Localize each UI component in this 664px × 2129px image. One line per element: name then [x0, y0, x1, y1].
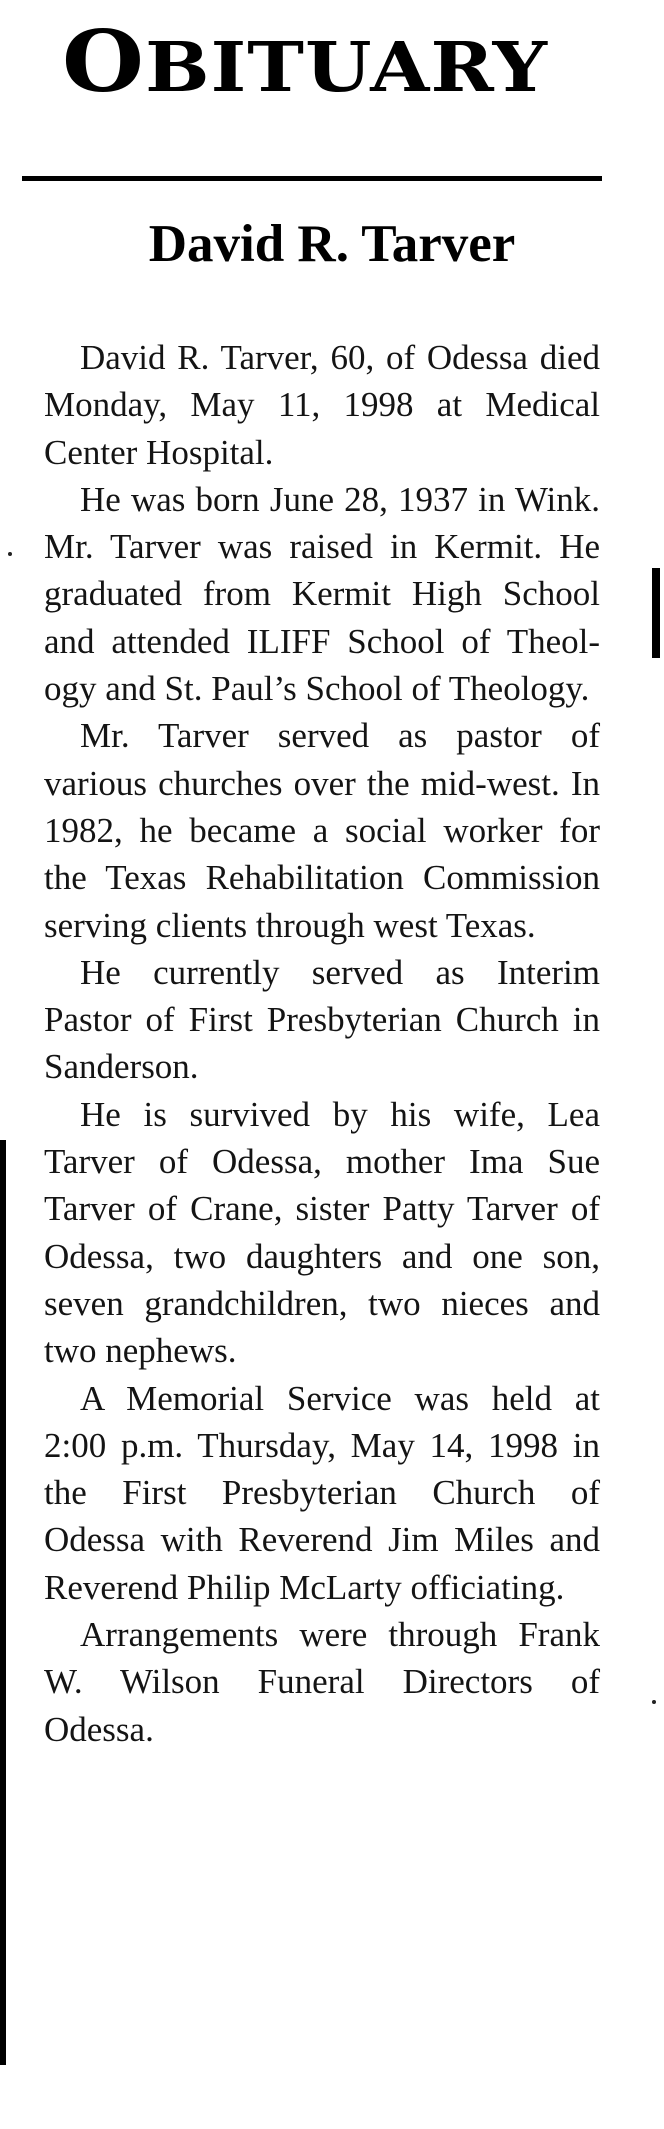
print-speck — [652, 1700, 656, 1704]
paragraph-survivors: He is survived by his wife, Lea Tarver of Odessa, mother Ima Sue Tarver of Crane, sister Patty Tarver of Odessa, two daughters and one son, seven grandchildren, two nieces and two nephews. — [44, 1094, 600, 1371]
paragraph-death-notice: David R. Tarver, 60, of Odessa died Monday, May 11, 1998 at Medical Center Hospital. — [44, 338, 600, 472]
masthead-initial: O — [62, 12, 146, 111]
obituary-headline: David R. Tarver — [148, 215, 516, 273]
paragraph-memorial-service: A Memorial Service was held at 2:00 p.m. Thursday, May 14, 1998 in the First Presbyterian Church of Odessa with Reverend Jim Miles and Reverend Philip McLarty officiating. — [44, 1378, 600, 1607]
obituary-body — [44, 334, 600, 1753]
paragraph-arrangements: Arrangements were through Frank W. Wilson Funeral Directors of Odessa. — [44, 1615, 600, 1749]
paragraph-career: Mr. Tarver served as pastor of various churches over the mid-west. In 1982, he became a social worker for the Texas Rehabilitation Commission serving clients through west Texas. — [44, 716, 600, 945]
left-column-border — [0, 1140, 6, 2065]
right-edge-mark — [652, 568, 660, 658]
masthead-rule — [22, 176, 602, 181]
masthead-rest: BITUARY — [145, 28, 549, 108]
paragraph-early-life: He was born June 28, 1937 in Wink. Mr. Tarver was raised in Kermit. He graduated from Kermit High School and attended ILIFF School of Theology and St. Paul’s School of Theology. — [44, 479, 600, 709]
masthead-title — [62, 12, 549, 111]
print-speck — [8, 552, 12, 556]
paragraph-current-role: He currently served as Interim Pastor of First Presbyterian Church in Sanderson. — [44, 952, 600, 1087]
